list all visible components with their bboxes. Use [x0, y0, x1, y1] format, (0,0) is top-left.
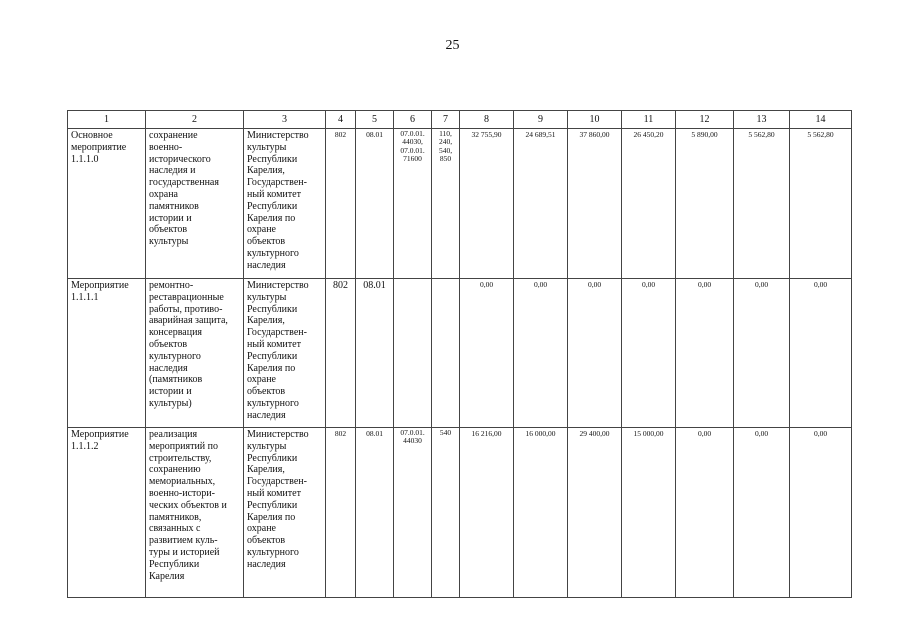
measure-description-cell — [146, 129, 244, 279]
text-line: Республики — [247, 350, 298, 362]
amount-cell: 5 562,80 — [734, 129, 790, 279]
text-line: охране — [247, 224, 276, 236]
text-line: Карелия, — [247, 464, 285, 476]
table-row — [68, 428, 852, 598]
text-line: Основное — [71, 130, 113, 141]
text-line: наследия и — [149, 165, 196, 177]
header-cell: 1 — [68, 111, 146, 129]
text-line: военно- — [149, 141, 183, 153]
text-line: наследия — [247, 558, 286, 570]
text-line: Карелия по — [247, 511, 296, 523]
header-cell: 8 — [460, 111, 514, 129]
text-line: Государствен- — [247, 327, 307, 339]
text-line: истории и — [149, 212, 192, 224]
text-line: сохранение — [149, 130, 198, 141]
text-line: исторического — [149, 153, 211, 165]
section-code-cell: 08.01 — [356, 428, 394, 598]
text-line: охране — [247, 523, 276, 535]
text-line: объектов — [247, 236, 286, 248]
text-line: 07.0.01. — [400, 129, 425, 138]
budget-table — [67, 110, 852, 598]
grbs-code-cell: 802 — [326, 279, 356, 428]
text-line: 1.1.1.1 — [71, 291, 99, 303]
header-cell: 5 — [356, 111, 394, 129]
text-line: Государствен- — [247, 177, 307, 189]
text-line: строительству, — [149, 452, 212, 464]
amount-cell: 5 890,00 — [676, 129, 734, 279]
text-line: Министерство — [247, 130, 309, 141]
measure-description-cell — [146, 279, 244, 428]
header-row — [68, 111, 852, 129]
text-line: туры и историей — [149, 546, 220, 558]
amount-cell: 0,00 — [790, 428, 852, 598]
text-line: государственная — [149, 177, 219, 189]
header-cell: 13 — [734, 111, 790, 129]
executor-cell — [244, 428, 326, 598]
text-line: культурного — [149, 350, 201, 362]
amount-cell: 5 562,80 — [790, 129, 852, 279]
table-row — [68, 279, 852, 428]
text-line: Республики — [247, 303, 298, 315]
executor-cell — [244, 279, 326, 428]
grbs-code-cell: 802 — [326, 129, 356, 279]
text-line: Карелия — [149, 570, 185, 582]
text-line: Государствен- — [247, 476, 307, 488]
text-line: связанных с — [149, 523, 201, 535]
section-code-cell: 08.01 — [356, 129, 394, 279]
text-line: ный комитет — [247, 487, 301, 499]
text-line: 1.1.1.0 — [71, 153, 99, 165]
text-line: 07.0.01. — [400, 145, 425, 155]
text-line: сохранению — [149, 464, 201, 476]
table-row — [68, 129, 852, 279]
amount-cell: 16 000,00 — [514, 428, 568, 598]
text-line: Республики — [247, 499, 298, 511]
text-line: 110, — [439, 129, 452, 138]
text-line: Карелия, — [247, 315, 285, 327]
text-line: 850 — [439, 154, 452, 164]
amount-cell: 29 400,00 — [568, 428, 622, 598]
text-line: 44030, — [402, 137, 423, 147]
text-line: объектов — [149, 224, 188, 236]
text-line: ный комитет — [247, 188, 301, 200]
text-line: Мероприятие — [71, 429, 129, 440]
target-article-cell — [394, 279, 432, 428]
text-line: охрана — [149, 188, 178, 200]
text-line: 1.1.1.2 — [71, 440, 99, 452]
text-line: ный комитет — [247, 338, 301, 350]
text-line: Республики — [247, 153, 298, 165]
text-line: культурного — [247, 546, 299, 558]
amount-cell: 0,00 — [676, 279, 734, 428]
header-cell: 11 — [622, 111, 676, 129]
text-line: памятников — [149, 200, 199, 212]
header-cell: 14 — [790, 111, 852, 129]
amount-cell: 0,00 — [568, 279, 622, 428]
text-line: 44030 — [403, 436, 422, 446]
text-line: культуры — [247, 440, 287, 452]
text-line: культурного — [247, 247, 299, 259]
text-line: истории и — [149, 386, 192, 398]
text-line: культуры — [247, 141, 287, 153]
text-line: объектов — [247, 386, 286, 398]
text-line: охране — [247, 374, 276, 386]
text-line: культуры — [149, 236, 189, 248]
amount-cell: 24 689,51 — [514, 129, 568, 279]
measure-name-cell — [68, 129, 146, 279]
text-line: 540, — [438, 145, 453, 155]
text-line: мероприятие — [71, 141, 127, 153]
amount-cell: 32 755,90 — [460, 129, 514, 279]
expense-type-cell — [432, 129, 460, 279]
text-line: культуры) — [149, 397, 192, 409]
text-line: 07.0.01. — [400, 428, 425, 437]
text-line: (памятников — [149, 374, 203, 386]
amount-cell: 0,00 — [734, 428, 790, 598]
text-line: Республики — [247, 452, 298, 464]
amount-cell: 26 450,20 — [622, 129, 676, 279]
text-line: Карелия по — [247, 212, 296, 224]
text-line: наследия — [149, 362, 188, 374]
text-line: работы, противо- — [149, 303, 223, 315]
text-line: 540 — [439, 428, 452, 437]
header-cell: 7 — [432, 111, 460, 129]
text-line: мемориальных, — [149, 476, 216, 488]
expense-type-cell — [432, 428, 460, 598]
text-line: мероприятий по — [149, 440, 218, 452]
amount-cell: 0,00 — [514, 279, 568, 428]
text-line: ческих объектов и — [149, 499, 227, 511]
text-line: наследия — [247, 259, 286, 271]
amount-cell: 16 216,00 — [460, 428, 514, 598]
text-line: реализация — [149, 429, 198, 440]
text-line: объектов — [149, 338, 188, 350]
text-line: ремонтно- — [149, 280, 194, 291]
text-line: Карелия по — [247, 362, 296, 374]
grbs-code-cell: 802 — [326, 428, 356, 598]
text-line: наследия — [247, 409, 286, 421]
amount-cell: 37 860,00 — [568, 129, 622, 279]
text-line: культурного — [247, 397, 299, 409]
table-body — [68, 129, 852, 598]
amount-cell: 0,00 — [676, 428, 734, 598]
text-line: развитием куль- — [149, 535, 218, 547]
header-cell: 2 — [146, 111, 244, 129]
expense-type-cell — [432, 279, 460, 428]
target-article-cell — [394, 129, 432, 279]
header-cell: 6 — [394, 111, 432, 129]
header-cell: 3 — [244, 111, 326, 129]
page-number: 25 — [445, 38, 460, 53]
text-line: памятников, — [149, 511, 202, 523]
amount-cell: 0,00 — [622, 279, 676, 428]
amount-cell: 15 000,00 — [622, 428, 676, 598]
amount-cell: 0,00 — [460, 279, 514, 428]
header-cell: 12 — [676, 111, 734, 129]
amount-cell: 0,00 — [790, 279, 852, 428]
text-line: Мероприятие — [71, 280, 129, 291]
target-article-cell — [394, 428, 432, 598]
measure-name-cell — [68, 279, 146, 428]
text-line: аварийная защита, — [149, 315, 228, 327]
header-cell: 4 — [326, 111, 356, 129]
measure-name-cell — [68, 428, 146, 598]
text-line: культуры — [247, 291, 287, 303]
measure-description-cell — [146, 428, 244, 598]
text-line: реставрационные — [149, 291, 224, 303]
text-line: Министерство — [247, 429, 309, 440]
text-line: Министерство — [247, 280, 309, 291]
text-line: 240, — [438, 137, 453, 147]
text-line: военно-истори- — [149, 487, 215, 499]
amount-cell: 0,00 — [734, 279, 790, 428]
header-cell: 10 — [568, 111, 622, 129]
text-line: объектов — [247, 535, 286, 547]
text-line: 71600 — [403, 154, 422, 164]
text-line: Карелия, — [247, 165, 285, 177]
header-cell: 9 — [514, 111, 568, 129]
executor-cell — [244, 129, 326, 279]
section-code-cell: 08.01 — [356, 279, 394, 428]
text-line: Республики — [149, 558, 200, 570]
text-line: Республики — [247, 200, 298, 212]
text-line: консервация — [149, 327, 203, 339]
